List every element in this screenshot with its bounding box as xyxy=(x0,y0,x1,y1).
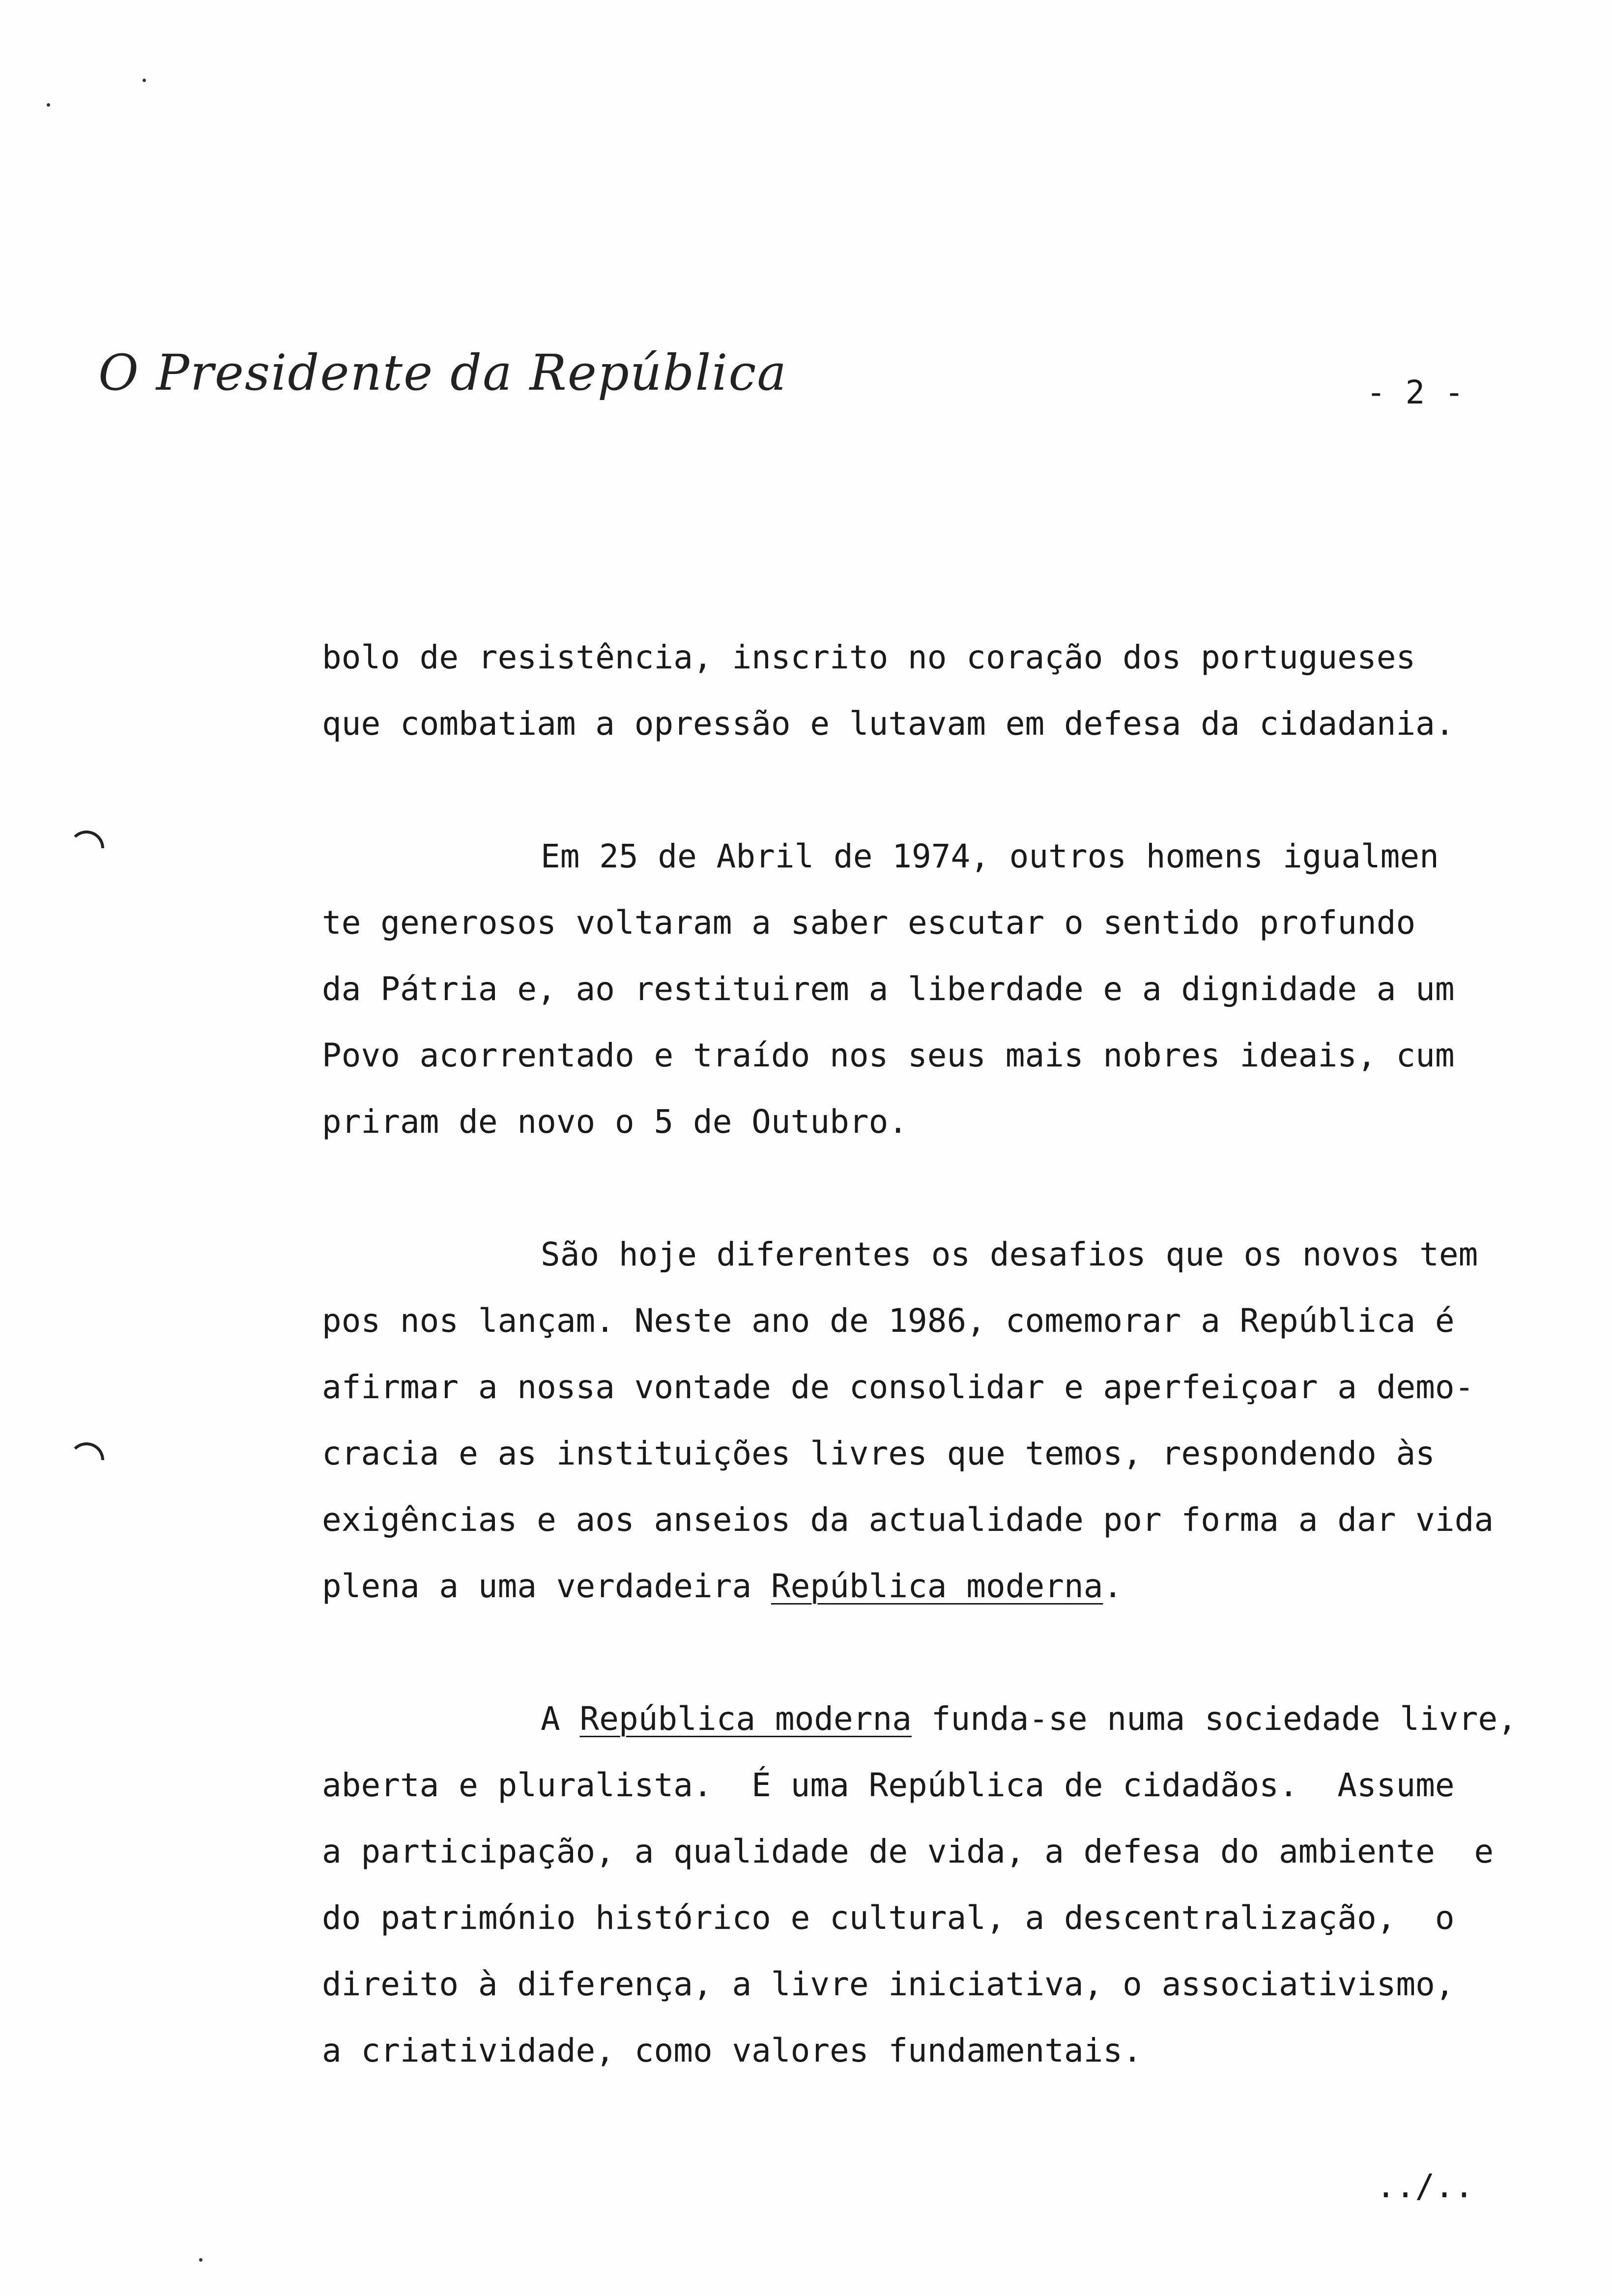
underlined-phrase: República moderna xyxy=(771,1567,1103,1605)
punch-hole-mark xyxy=(69,1442,104,1460)
text-line: pos nos lançam. Neste ano de 1986, comemorar a República é xyxy=(322,1302,1455,1340)
text-span: funda-se numa sociedade livre, xyxy=(912,1700,1517,1738)
page-number: - 2 - xyxy=(1366,373,1464,411)
continuation-mark: ../.. xyxy=(1376,2167,1474,2205)
text-line xyxy=(322,1567,1123,1605)
text-line: bolo de resistência, inscrito no coração dos portugueses xyxy=(322,638,1416,676)
scan-speck xyxy=(143,79,146,82)
text-line: afirmar a nossa vontade de consolidar e aperfeiçoar a demo- xyxy=(322,1368,1474,1406)
text-line: São hoje diferentes os desafios que os novos tem xyxy=(541,1235,1478,1273)
text-span: plena a uma verdadeira xyxy=(322,1567,771,1605)
scan-speck xyxy=(199,2258,202,2262)
text-line: do património histórico e cultural, a descentralização, o xyxy=(322,1899,1455,1937)
underlined-phrase: República moderna xyxy=(579,1700,912,1738)
text-line: Em 25 de Abril de 1974, outros homens igualmen xyxy=(541,837,1439,875)
text-line: aberta e pluralista. É uma República de cidadãos. Assume xyxy=(322,1766,1455,1804)
text-line: que combatiam a opressão e lutavam em defesa da cidadania. xyxy=(322,705,1455,743)
text-line: Povo acorrentado e traído nos seus mais nobres ideais, cum xyxy=(322,1036,1455,1074)
text-line: cracia e as instituições livres que temos, respondendo às xyxy=(322,1435,1435,1472)
text-line: a criatividade, como valores fundamentais. xyxy=(322,2032,1142,2069)
text-line: a participação, a qualidade de vida, a defesa do ambiente e xyxy=(322,1833,1494,1870)
scan-speck xyxy=(47,103,50,107)
text-line: da Pátria e, ao restituirem a liberdade e a dignidade a um xyxy=(322,970,1455,1008)
text-span: A xyxy=(541,1700,580,1738)
text-span: . xyxy=(1103,1567,1123,1605)
text-line: direito à diferença, a livre iniciativa, o associativismo, xyxy=(322,1965,1455,2003)
letterhead: O Presidente da República xyxy=(98,344,788,402)
text-line: exigências e aos anseios da actualidade por forma a dar vida xyxy=(322,1501,1494,1539)
text-line: te generosos voltaram a saber escutar o sentido profundo xyxy=(322,904,1416,942)
text-line: priram de novo o 5 de Outubro. xyxy=(322,1103,908,1141)
text-line xyxy=(541,1700,1517,1738)
punch-hole-mark xyxy=(69,831,104,848)
